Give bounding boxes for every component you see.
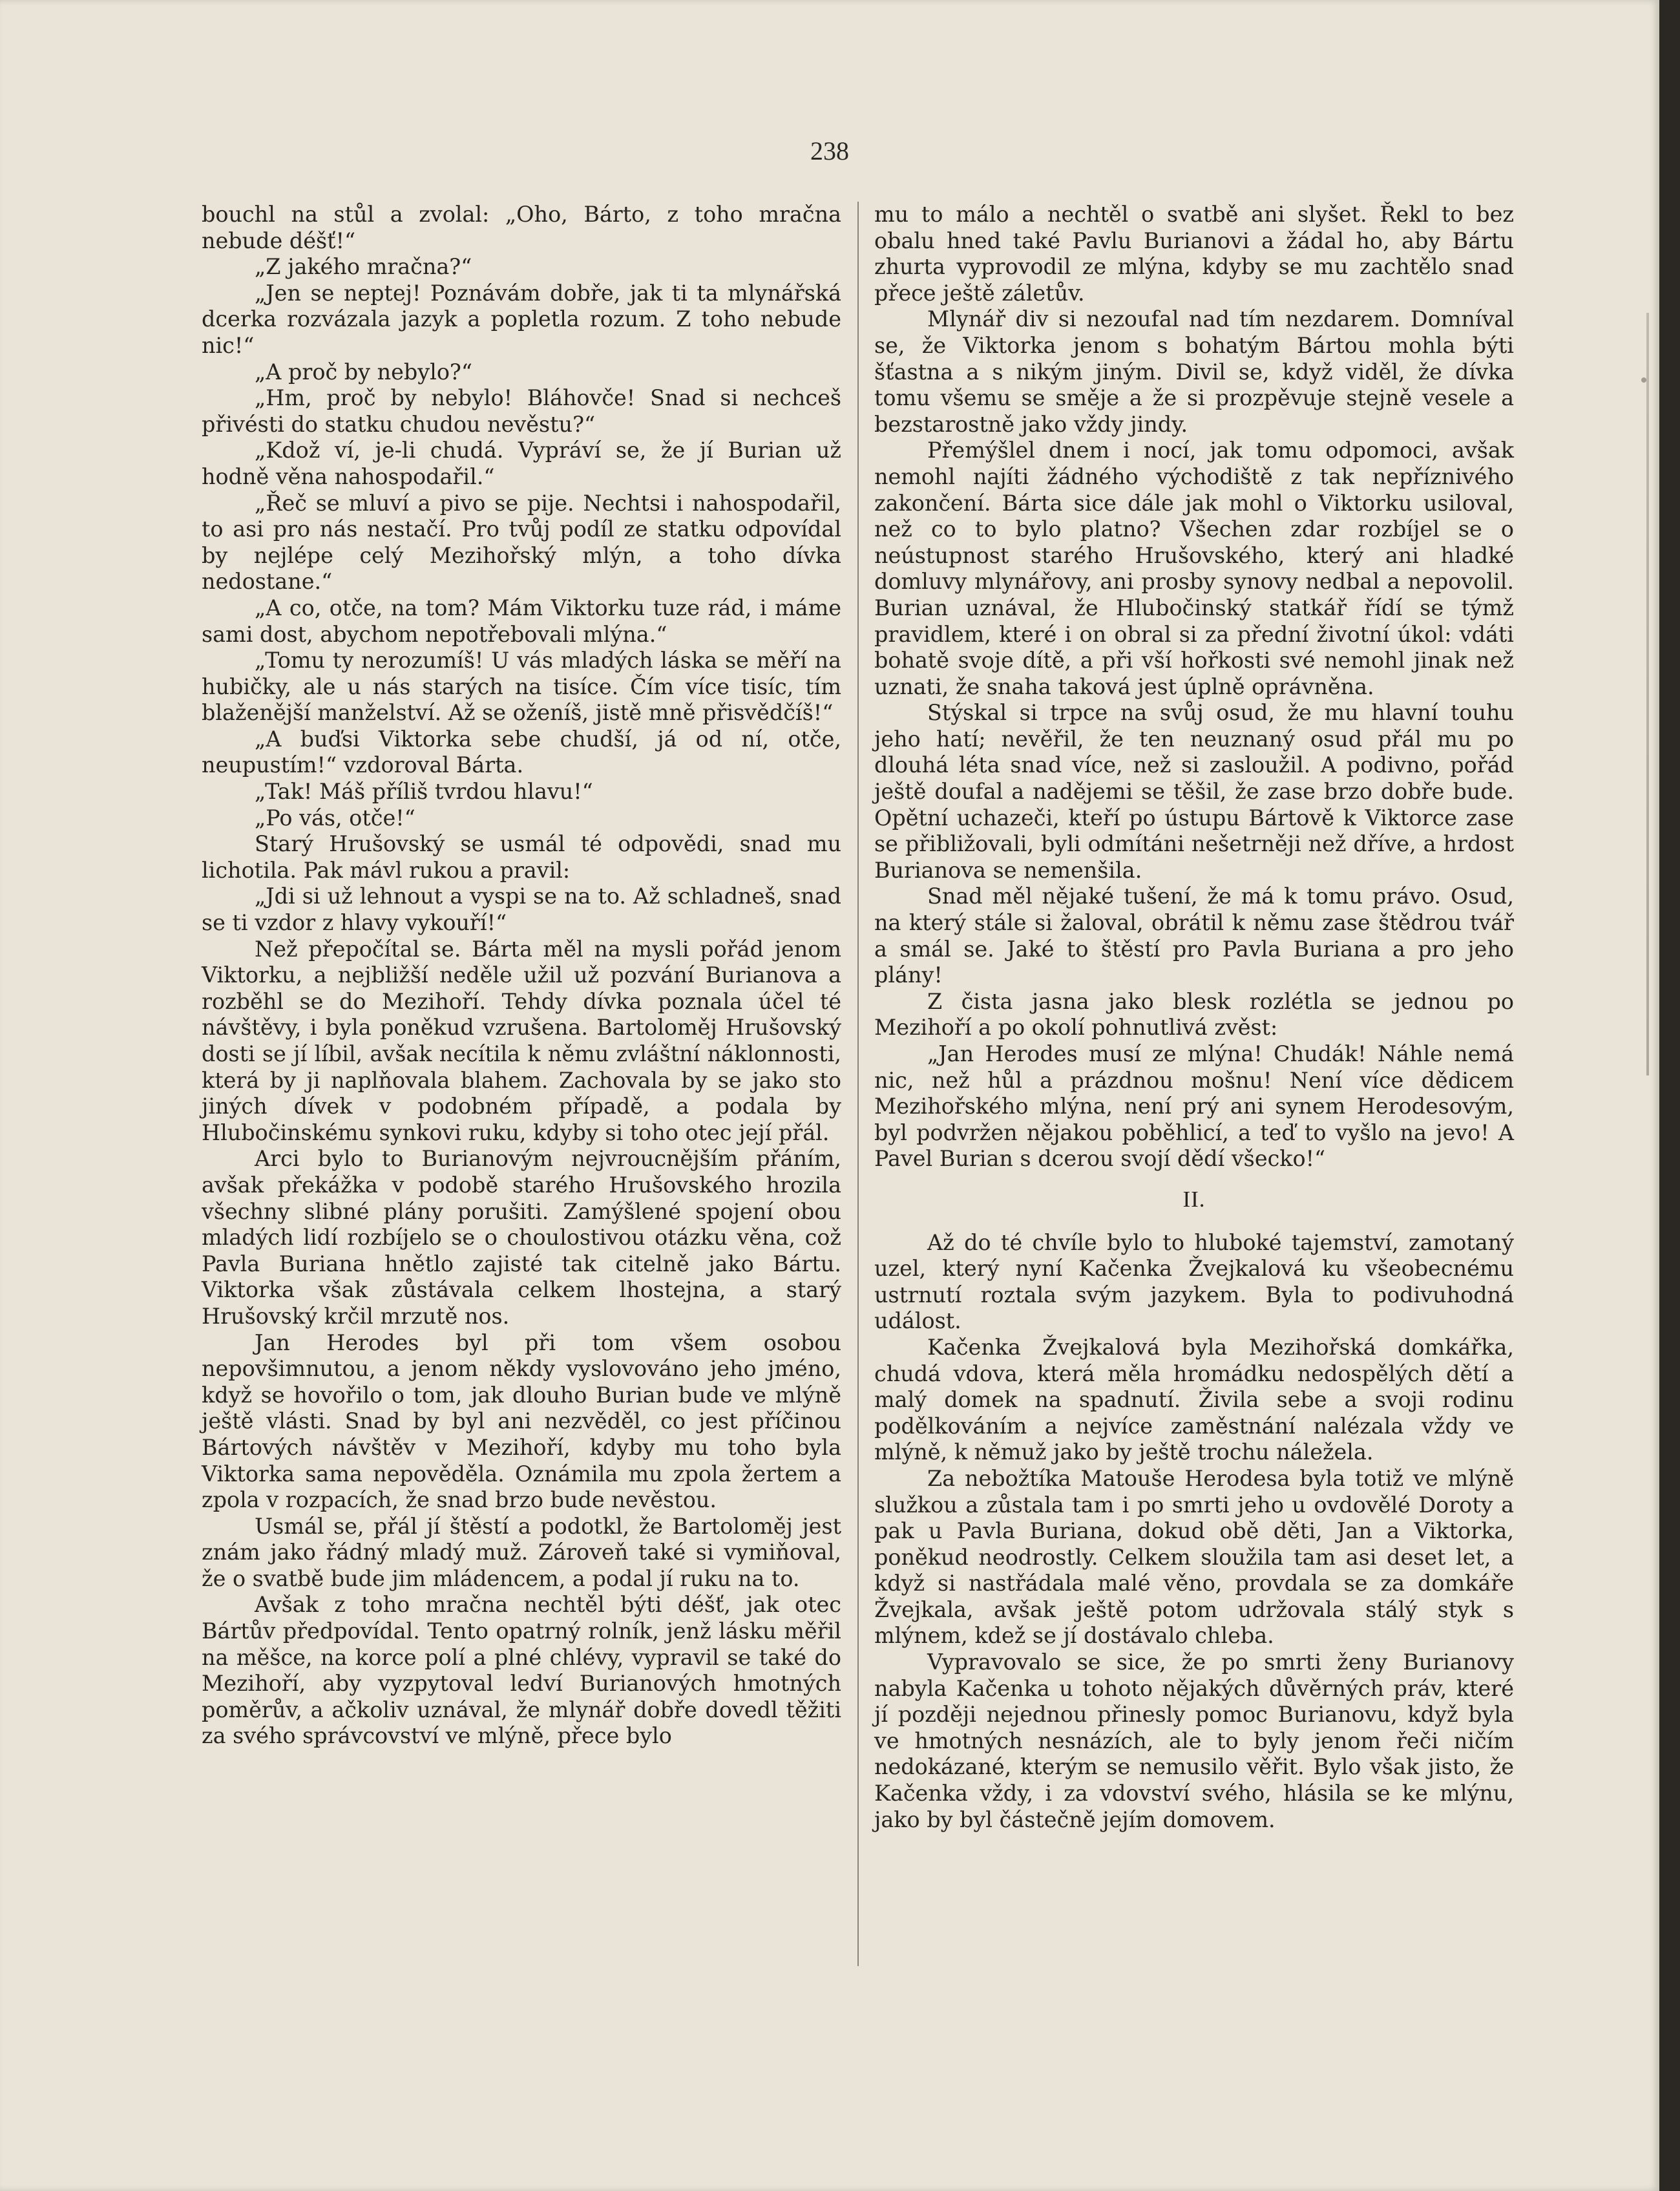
paragraph: Přemýšlel dnem i nocí, jak tomu odpomoci, avšak nemohl najíti žádného východiště z tak nepříznivého zakončení. Bárta sice dále jak mohl o Viktorku usiloval, než co to bylo platno? Všechen zdar rozbíjel se o neústupnost starého Hrušovského, který ani hladké domluvy mlynářovy, ani prosby synovy nedbal a nepovolil. Burian uznával, že Hlubočinský statkář řídí se týmž pravidlem, které i on obral si za přední životní úkol: vdáti bohatě svoje dítě, a při vší hořkosti své nemohl jinak než uznati, že snaha taková jest úplně oprávněna.	[874, 438, 1514, 699]
paragraph: Starý Hrušovský se usmál té odpovědi, snad mu lichotila. Pak mávl rukou a pravil:	[202, 831, 841, 883]
paragraph: Kačenka Žvejkalová byla Mezihořská domkářka, chudá vdova, která měla hromádku nedospělých dětí a malý domek na spadnutí. Živila sebe a svoji rodinu podělkováním a nejvíce zaměstnání nalézala vždy ve mlýně, k němuž jako by ještě trochu náležela.	[874, 1334, 1514, 1465]
paragraph: bouchl na stůl a zvolal: „Oho, Bárto, z toho mračna nebude déšť!“	[202, 202, 841, 253]
paragraph: „A buďsi Viktorka sebe chudší, já od ní, otče, neupustím!“ vzdoroval Bárta.	[202, 726, 841, 778]
paragraph: „Po vás, otče!“	[255, 805, 415, 831]
paragraph: „A co, otče, na tom? Mám Viktorku tuze rád, i máme sami dost, abychom nepotřebovali mlýna.“	[202, 595, 841, 647]
paragraph: „A proč by nebylo?“	[255, 359, 472, 385]
paragraph: Jan Herodes byl při tom všem osobou nepovšimnutou, a jenom někdy vyslovováno jeho jméno, když se hovořilo o tom, jak dlouho Burian bude ve mlýně ještě vlásti. Snad by byl ani nezvěděl, co jest příčinou Bártových návštěv v Mezihoří, kdyby mu toho byla Viktorka sama nepověděla. Oznámila mu zpola žertem a zpola v rozpacích, že snad brzo bude nevěstou.	[202, 1329, 841, 1513]
paragraph: Než přepočítal se. Bárta měl na mysli pořád jenom Viktorku, a nejbližší neděle užil už pozvání Burianova a rozběhl se do Mezihoří. Tehdy dívka poznala účel té návštěvy, i byla poněkud vzrušena. Bartoloměj Hrušovský dosti se jí líbil, avšak necítila k němu zvláštní náklonnosti, která by ji naplňovala blahem. Zachovala by se jako sto jiných dívek v podobném případě, a podala by Hlubočinskému synkovi ruku, kdyby si toho otec její přál.	[202, 936, 841, 1145]
paragraph: Až do té chvíle bylo to hluboké tajemství, zamotaný uzel, který nyní Kačenka Žvejkalová ku všeobecnému ustrnutí roztala svým jazykem. Byla to podivuhodná událost.	[874, 1229, 1514, 1334]
paragraph: Mlynář div si nezoufal nad tím nezdarem. Domníval se, že Viktorka jenom s bohatým Bártou mohla býti šťastna a s nikým jiným. Divil se, když viděl, že dívka tomu všemu se směje a že si prozpěvuje stejně vesele a bezstarostně jako vždy jindy.	[874, 306, 1514, 437]
right-column	[874, 202, 1514, 1833]
paragraph: mu to málo a nechtěl o svatbě ani slyšet. Řekl to bez obalu hned také Pavlu Burianovi a žádal ho, aby Bártu zhurta vyprovodil ze mlýna, kdyby se mu zachtělo snad přece ještě záletův.	[874, 202, 1514, 306]
page-edge-shadow	[1659, 0, 1680, 2191]
paragraph: „Jen se neptej! Poznávám dobře, jak ti ta mlynářská dcerka rozvázala jazyk a popletla rozum. Z toho nebude nic!“	[202, 280, 841, 358]
column-divider	[857, 202, 859, 1966]
paragraph: Arci bylo to Burianovým nejvroucnějším přáním, avšak překážka v podobě starého Hrušovského hrozila všechny slibné plány porušiti. Zamýšlené spojení obou mladých lidí rozbíjelo se o choulostivou otázku věna, což Pavla Buriana hnětlo zajisté tak citelně jako Bártu. Viktorka však zůstávala celkem lhostejna, a starý Hrušovský krčil mrzutě nos.	[202, 1146, 841, 1329]
paragraph: „Hm, proč by nebylo! Bláhovče! Snad si nechceš přivésti do statku chudou nevěstu?“	[202, 385, 841, 437]
section-heading: II.	[1182, 1186, 1206, 1212]
page-number: 238	[810, 136, 849, 165]
paragraph: Stýskal si trpce na svůj osud, že mu hlavní touhu jeho hatí; nevěřil, že ten neuznaný osud přál mu po dlouhá léta snad více, než si zasloužil. A podivno, pořád ještě doufal a nadějemi se těšil, že zase brzo dobře bude. Opětní uchazeči, kteří po ústupu Bártově k Viktorce zase se přibližovali, byli odmítáni nešetrněji než dříve, a hrdost Burianova se nemenšila.	[874, 700, 1514, 883]
paragraph: „Jdi si už lehnout a vyspi se na to. Až schladneš, snad se ti vzdor z hlavy vykouří!“	[202, 884, 841, 936]
paragraph: „Jan Herodes musí ze mlýna! Chudák! Náhle nemá nic, než hůl a prázdnou mošnu! Není více dědicem Mezihořského mlýna, není prý ani synem Herodesovým, byl podvržen nějakou poběhlicí, a teď to vyšlo na jevo! A Pavel Burian s dcerou svojí dědí všecko!“	[874, 1041, 1514, 1172]
margin-mark	[1646, 313, 1649, 1075]
paragraph: „Tomu ty nerozumíš! U vás mladých láska se měří na hubičky, ale u nás starých na tisíce. Čím více tisíc, tím blaženější manželství. Až se oženíš, jistě mně přisvědčíš!“	[202, 648, 841, 726]
left-column	[202, 202, 841, 1750]
paper-speck	[1641, 377, 1646, 383]
paragraph: Z čista jasna jako blesk rozlétla se jednou po Mezihoří a po okolí pohnutlivá zvěst:	[874, 988, 1514, 1041]
paragraph: „Tak! Máš příliš tvrdou hlavu!“	[255, 779, 593, 805]
paragraph: Usmál se, přál jí štěstí a podotkl, že Bartoloměj jest znám jako řádný mladý muž. Zároveň také si vymiňoval, že o svatbě bude jim mládencem, a podal jí ruku na to.	[202, 1513, 841, 1591]
paragraph: Vypravovalo se sice, že po smrti ženy Burianovy nabyla Kačenka u tohoto nějakých důvěrných práv, které jí později nejednou přinesly pomoc Burianovu, když byla ve hmotných nesnázích, ale to byly jenom řeči ničím nedokázané, kterým se nemusilo věřit. Bylo však jisto, že Kačenka vždy, i za vdovství svého, hlásila se ke mlýnu, jako by byl částečně jejím domovem.	[874, 1649, 1514, 1832]
paragraph: „Z jakého mračna?“	[255, 254, 472, 280]
paragraph: Avšak z toho mračna nechtěl býti déšť, jak otec Bártův předpovídal. Tento opatrný rolník, jenž lásku měřil na měšce, na korce polí a plné chlévy, vypravil se také do Mezihoří, aby vyzpytoval ledví Burianových hmotných poměrův, a ačkoliv uznával, že mlynář dobře dovedl těžiti za svého správcovství ve mlýně, přece bylo	[202, 1592, 841, 1749]
paragraph: „Kdož ví, je-li chudá. Vypráví se, že jí Burian už hodně věna nahospodařil.“	[202, 438, 841, 489]
paragraph: „Řeč se mluví a pivo se pije. Nechtsi i nahospodařil, to asi pro nás nestačí. Pro tvůj podíl ze statku odpovídal by nejlépe celý Mezihořský mlýn, a toho dívka nedostane.“	[202, 490, 841, 595]
paragraph: Snad měl nějaké tušení, že má k tomu právo. Osud, na který stále si žaloval, obrátil k němu zase štědrou tvář a smál se. Jaké to štěstí pro Pavla Buriana a pro jeho plány!	[874, 884, 1514, 988]
paragraph: Za nebožtíka Matouše Herodesa byla totiž ve mlýně služkou a zůstala tam i po smrti jeho u ovdovělé Doroty a pak u Pavla Buriana, dokud obě děti, Jan a Viktorka, poněkud neodrostly. Celkem sloužila tam asi deset let, a když si nastřádala malé věno, provdala se za domkáře Žvejkala, avšak ještě potom udržovala stálý styk s mlýnem, kdež se jí dostávalo chleba.	[874, 1465, 1514, 1649]
